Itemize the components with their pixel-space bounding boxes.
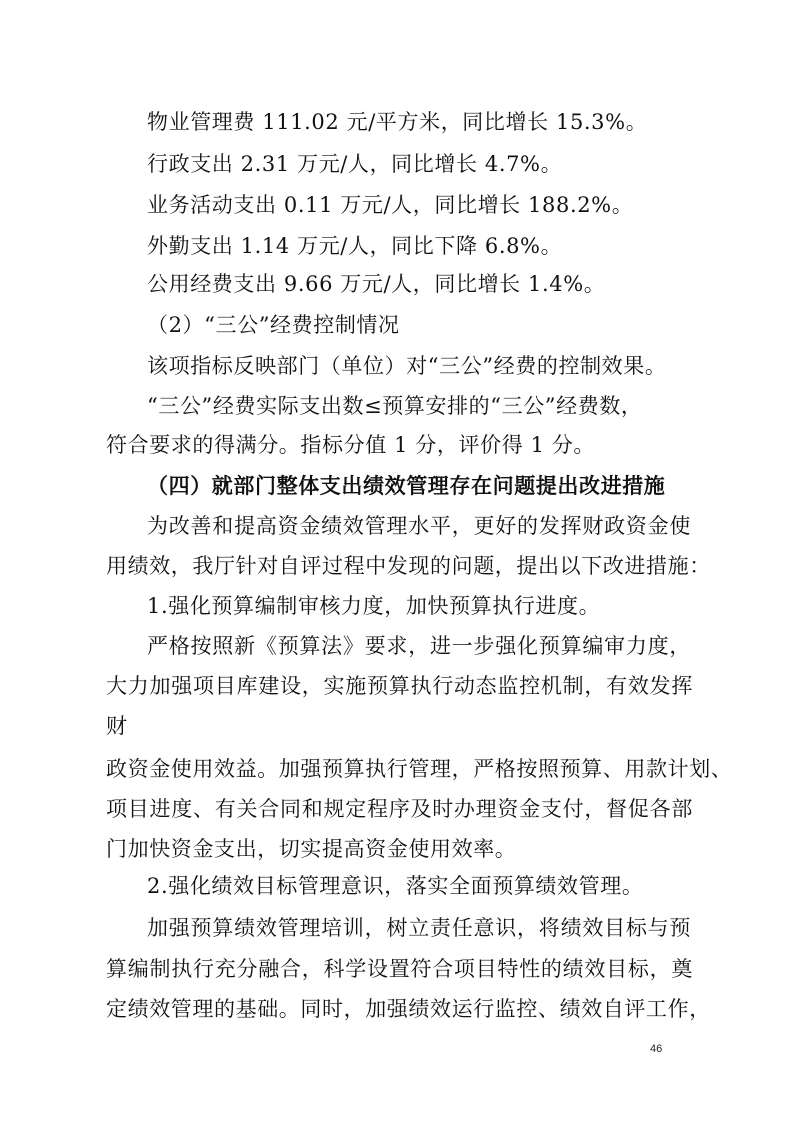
text-line: 为改善和提高资金绩效管理水平，更好的发挥财政资金使 — [147, 514, 691, 538]
text-line: 用绩效，我厅针对自评过程中发现的问题，提出以下改进措施： — [106, 554, 711, 578]
text-line: 符合要求的得满分。指标分值 1 分，评价得 1 分。 — [106, 433, 596, 457]
section-heading: （四）就部门整体支出绩效管理存在问题提出改进措施 — [147, 473, 666, 498]
text-line: 严格按照新《预算法》要求，进一步强化预算编审力度， — [147, 634, 691, 658]
text-line: 门加快资金支出，切实提高资金使用效率。 — [106, 837, 517, 861]
text-line: 项目进度、有关合同和规定程序及时办理资金支付，督促各部 — [106, 797, 693, 821]
text-line: 外勤支出 1.14 万元/人，同比下降 6.8%。 — [147, 234, 563, 258]
text-line: 大力加强项目库建设，实施预算执行动态监控机制，有效发挥 — [106, 674, 693, 698]
text-line: 财 — [106, 714, 128, 738]
text-line: 业务活动支出 0.11 万元/人，同比增长 188.2%。 — [147, 193, 634, 217]
text-line: 定绩效管理的基础。同时，加强绩效运行监控、绩效自评工作， — [106, 997, 711, 1021]
text-line: 政资金使用效益。加强预算执行管理，严格按照预算、用款计划、 — [106, 757, 733, 781]
text-line: 公用经费支出 9.66 万元/人，同比增长 1.4%。 — [147, 272, 606, 296]
numbered-item-heading: 2.强化绩效目标管理意识，落实全面预算绩效管理。 — [147, 874, 644, 898]
text-line: 行政支出 2.31 万元/人，同比增长 4.7%。 — [147, 152, 563, 176]
text-line: 算编制执行充分融合，科学设置符合项目特性的绩效目标，奠 — [106, 957, 693, 981]
numbered-item-heading: 1.强化预算编制审核力度，加快预算执行进度。 — [147, 594, 601, 618]
text-line: 物业管理费 111.02 元/平方米，同比增长 15.3%。 — [147, 110, 648, 134]
text-line: 该项指标反映部门（单位）对“三公”经费的控制效果。 — [147, 354, 667, 378]
subsection-heading: （2）“三公”经费控制情况 — [147, 313, 400, 337]
text-line: 加强预算绩效管理培训，树立责任意识，将绩效目标与预 — [147, 916, 691, 940]
page-number: 46 — [650, 1043, 663, 1055]
text-line: “三公”经费实际支出数≤预算安排的“三公”经费数， — [147, 394, 643, 418]
